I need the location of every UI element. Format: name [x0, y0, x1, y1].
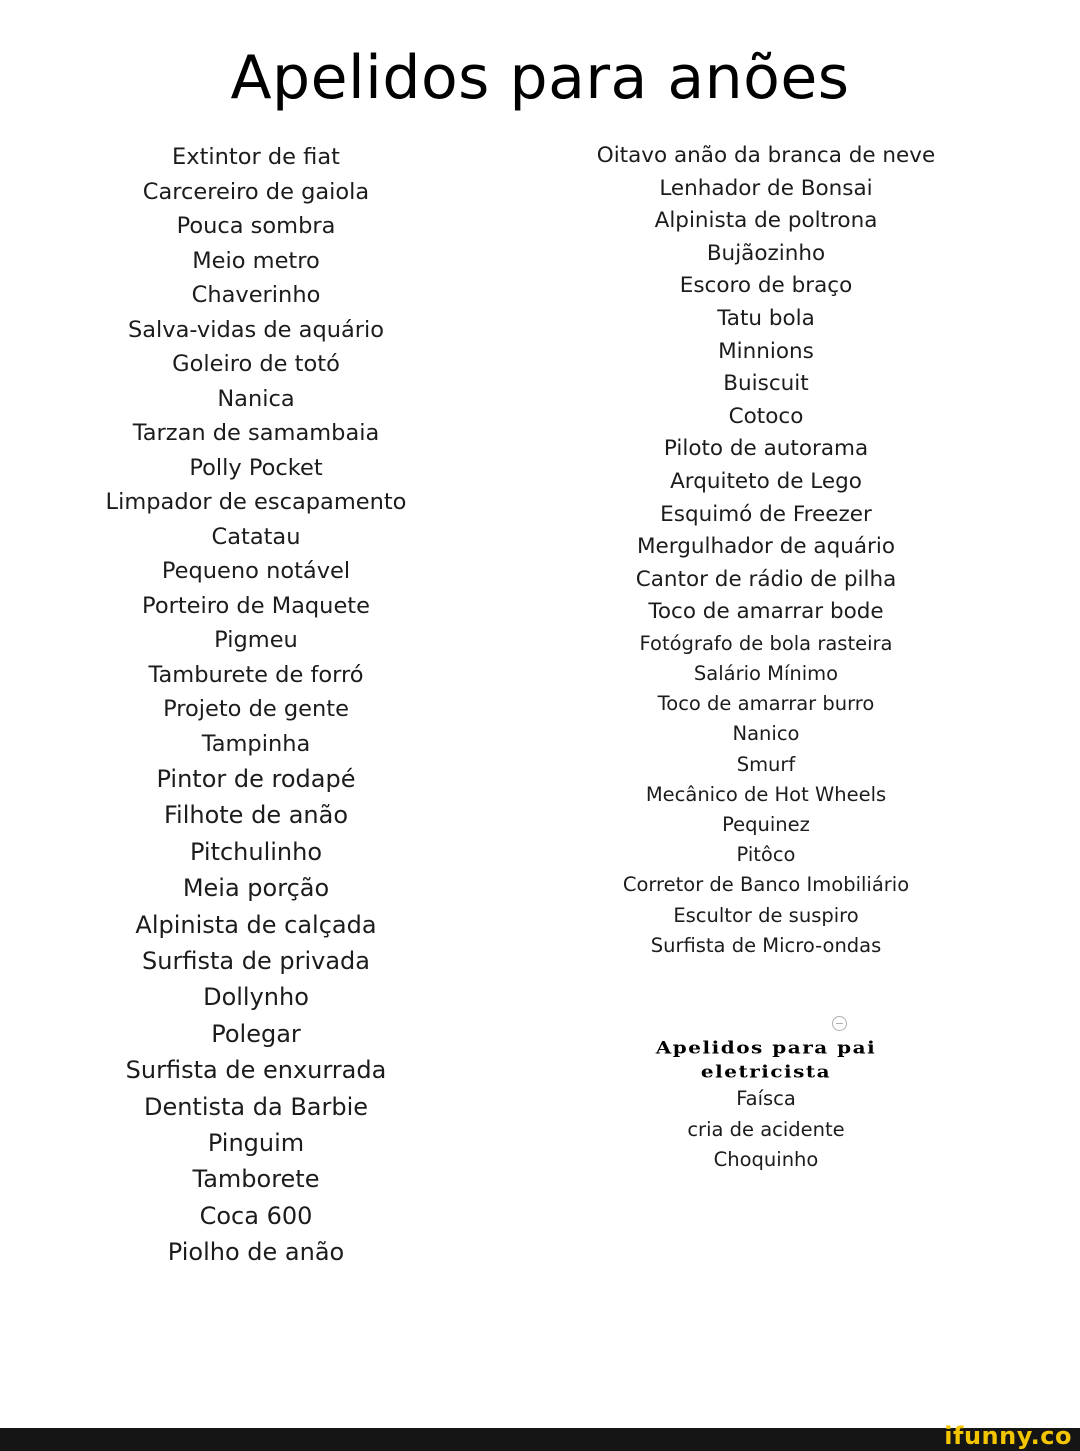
list-item: Catatau: [211, 523, 301, 550]
list-item: Pintor de rodapé: [156, 765, 356, 793]
left-nickname-list: [56, 140, 456, 1270]
footer-bar: [0, 1422, 1080, 1451]
list-item: Oitavo anão da branca de neve: [596, 143, 936, 168]
list-item: Surfista de enxurrada: [125, 1056, 387, 1085]
list-item: Arquiteto de Lego: [670, 468, 862, 494]
list-item: Esquimó de Freezer: [660, 501, 872, 527]
list-item: Meia porção: [182, 874, 330, 903]
electrician-section: [560, 1036, 972, 1176]
list-item: Pinguim: [207, 1128, 305, 1157]
list-item: Limpador de escapamento: [105, 489, 407, 515]
list-item: Salva-vidas de aquário: [127, 316, 385, 343]
list-item: Piolho de anão: [167, 1238, 345, 1267]
list-item: Minnions: [718, 338, 814, 364]
list-item: Surfista de Micro-ondas: [650, 933, 882, 957]
list-item: Polegar: [211, 1019, 301, 1048]
list-item: Faísca: [736, 1087, 796, 1110]
list-item: Corretor de Banco Imobiliário: [622, 873, 910, 897]
list-item: Dentista da Barbie: [143, 1092, 369, 1121]
list-item: Pigmeu: [214, 627, 298, 653]
list-item: Smurf: [736, 752, 796, 776]
list-item: Nanica: [217, 385, 295, 412]
list-item: Toco de amarrar bode: [648, 599, 884, 625]
list-item: Dollynho: [203, 983, 309, 1012]
list-item: Escultor de suspiro: [673, 903, 859, 927]
list-item: Pitchulinho: [189, 837, 323, 866]
list-item: Cantor de rádio de pilha: [635, 566, 897, 592]
list-item: Fotógrafo de bola rasteira: [639, 631, 893, 655]
page-title: Apelidos para anões: [230, 43, 850, 113]
list-item: Alpinista de poltrona: [654, 208, 878, 234]
list-item: Lenhador de Bonsai: [659, 175, 873, 201]
list-item: Filhote de anão: [163, 801, 349, 830]
list-item: Chaverinho: [191, 282, 321, 308]
list-item: Tarzan de samambaia: [132, 420, 380, 446]
list-item: Pequeno notável: [161, 558, 351, 584]
right-nickname-list: [560, 140, 972, 961]
list-item: Toco de amarrar burro: [657, 692, 875, 716]
list-item: Pouca sombra: [176, 213, 336, 239]
list-item: Pitôco: [736, 843, 796, 867]
list-item: Polly Pocket: [189, 454, 323, 481]
list-item: Tamborete: [192, 1165, 320, 1194]
list-item: Coca 600: [199, 1201, 313, 1230]
ifunny-watermark: ifunny.co: [944, 1422, 1072, 1450]
list-item: Surfista de privada: [142, 946, 370, 975]
list-item: cria de acidente: [687, 1117, 845, 1141]
list-item: Choquinho: [713, 1148, 819, 1171]
list-item: Mergulhador de aquário: [636, 534, 896, 560]
list-item: Meio metro: [192, 247, 320, 274]
list-item: Tampinha: [201, 730, 311, 757]
electrician-title-line1: Apelidos para pai: [655, 1038, 877, 1058]
list-item: Goleiro de totó: [172, 351, 340, 377]
list-item: Salário Mínimo: [693, 662, 839, 686]
list-item: Pequinez: [722, 813, 810, 837]
list-item: Nanico: [732, 722, 800, 746]
list-item: Cotoco: [728, 403, 804, 429]
list-item: Projeto de gente: [163, 696, 349, 722]
list-item: Mecânico de Hot Wheels: [645, 782, 887, 806]
list-item: Tatu bola: [717, 305, 815, 331]
list-item: Escoro de braço: [679, 273, 853, 299]
minus-circle-icon: [832, 1016, 847, 1031]
electrician-title-line2: eletricista: [700, 1062, 832, 1082]
list-item: Buiscuit: [723, 371, 809, 397]
list-item: Alpinista de calçada: [135, 910, 377, 939]
list-item: Carcereiro de gaiola: [142, 178, 370, 205]
list-item: Extintor de fiat: [172, 144, 340, 170]
list-item: Piloto de autorama: [663, 436, 869, 462]
list-item: Porteiro de Maquete: [142, 592, 370, 619]
list-item: Tamburete de forró: [148, 661, 364, 688]
list-item: Bujãozinho: [706, 240, 826, 266]
